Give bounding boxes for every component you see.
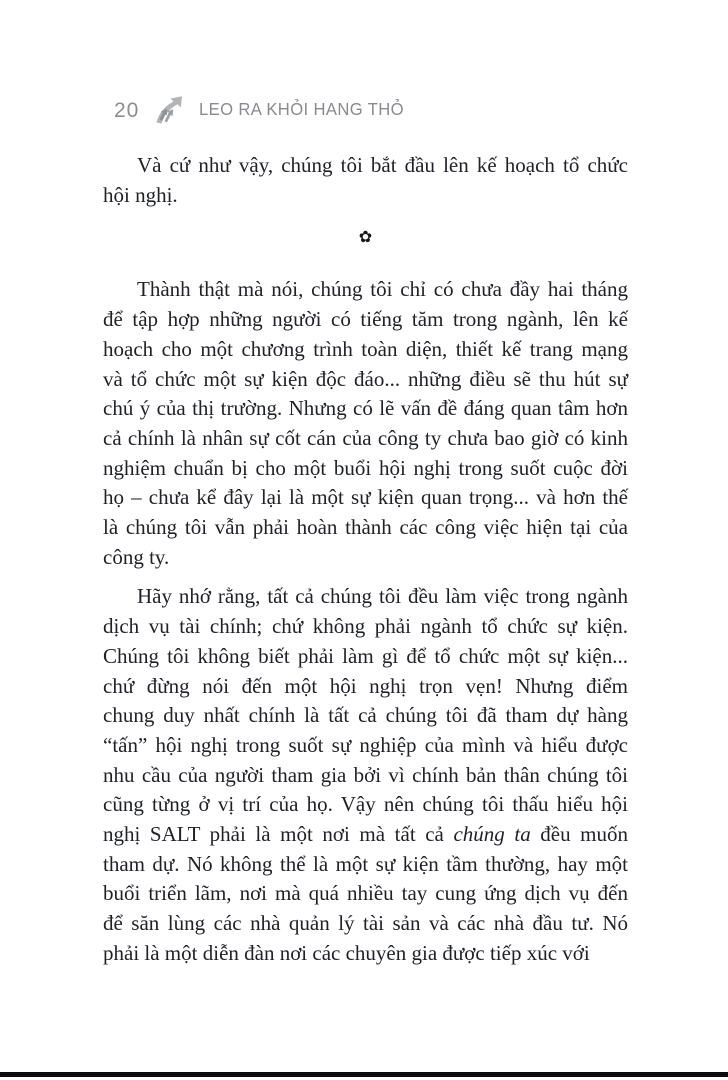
text-line: phải là một diễn đàn nơi các chuyên gia được tiếp xúc với [103,940,590,965]
text-line: Và cứ như vậy, chúng tôi bắt đầu lên kế hoạch tổ chức [137,153,628,177]
running-header-title: LEO RA KHỎI HANG THỎ [199,99,405,120]
text-line: “tấn” hội nghị trong suốt sự nghiệp của mình và hiểu được [103,732,628,757]
paragraph [103,582,628,968]
running-header [114,96,415,124]
bottom-edge-bar [0,1072,728,1077]
text-line: Chúng tôi không biết phải làm gì để tổ chức một sự kiện... [103,643,628,668]
flower-ornament: ✿ [358,227,373,247]
page-number: 20 [114,98,140,122]
paragraph [103,151,628,210]
text-line: hội nghị. [103,182,178,207]
body-text [103,151,628,969]
text-line: công ty. [103,544,170,569]
text-line: nhu cầu của người tham gia bởi vì chính bản thân chúng tôi [103,762,628,787]
growth-arrows-icon [152,95,186,125]
text-line: cả chính là nhân sự cốt cán của công ty chưa bao giờ có kinh [103,425,628,450]
text-line: chứ đừng nói đến một hội nghị trọn vẹn! Nhưng điểm [103,673,628,698]
text-line: để săn lùng các nhà quản lý tài sản và các nhà đầu tư. Nó [103,911,628,936]
paragraph [103,275,628,572]
text-line: Hãy nhớ rằng, tất cả chúng tôi đều làm việc trong ngành [137,584,628,609]
text-line: buổi triển lãm, nơi mà quá nhiều tay cung ứng dịch vụ đến [103,881,628,906]
text-line: nghiệm chuẩn bị cho một buổi hội nghị trong suốt cuộc đời [103,455,628,480]
text-line: Thành thật mà nói, chúng tôi chỉ có chưa đầy hai tháng [137,277,628,302]
text-line: chung duy nhất chính là tất cả chúng tôi đã tham dự hàng [103,703,628,728]
text-line: chú ý của thị trường. Nhưng có lẽ vấn đề đáng quan tâm hơn [103,396,628,421]
text-line: họ – chưa kể đây lại là một sự kiện quan trọng... và hơn thế [103,485,628,510]
text-line: là chúng tôi vẫn phải hoàn thành các công việc hiện tại của [103,515,628,540]
text-line: hoạch cho một chương trình toàn diện, thiết kế trang mạng [103,336,628,361]
text-line: cũng từng ở vị trí của họ. Vậy nên chúng tôi thấu hiểu hội [103,792,628,817]
text-line: tham dự. Nó không thể là một sự kiện tầm thường, hay một [103,851,628,876]
text-line: nghị SALT phải là một nơi mà tất cả chúng ta đều muốn [103,822,629,847]
text-line: để tập hợp những người có tiếng tăm trong ngành, lên kế [103,307,628,332]
text-line: dịch vụ tài chính; chứ không phải ngành tổ chức sự kiện. [103,614,628,639]
text-line: và tổ chức một sự kiện độc đáo... những điều sẽ thu hút sự [103,366,628,391]
